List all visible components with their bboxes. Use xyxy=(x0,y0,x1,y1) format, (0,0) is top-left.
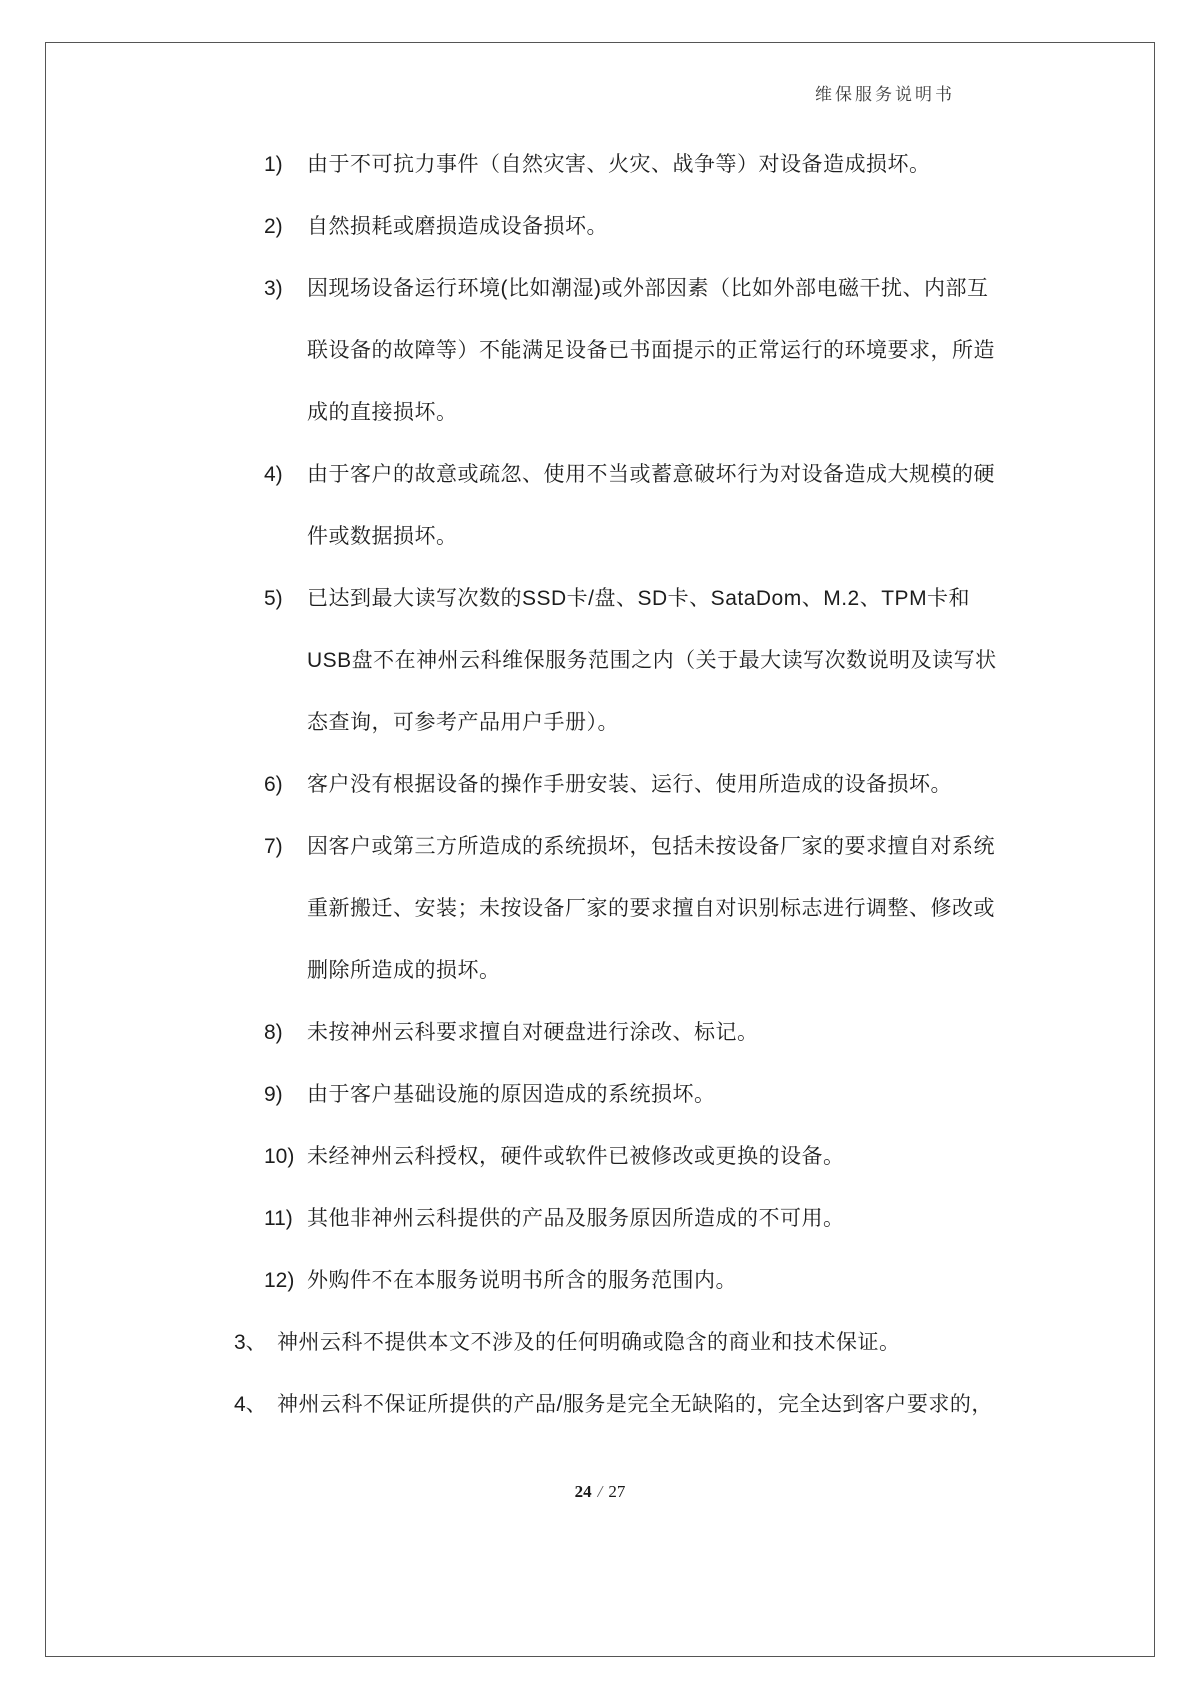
list-item-main-4 xyxy=(0,1374,1200,1436)
item-text: 未经神州云科授权，硬件或软件已被修改或更换的设备。 xyxy=(307,1145,845,1168)
list-item-11 xyxy=(0,1188,1200,1250)
item-number: 2) xyxy=(264,215,283,238)
list-item-2 xyxy=(0,196,1200,258)
item-text: 重新搬迁、安装；未按设备厂家的要求擅自对识别标志进行调整、修改或 xyxy=(307,897,995,920)
item-text: 由于客户基础设施的原因造成的系统损坏。 xyxy=(307,1083,716,1106)
item-text: 联设备的故障等）不能满足设备已书面提示的正常运行的环境要求，所造 xyxy=(307,339,995,362)
item-text: 未按神州云科要求擅自对硬盘进行涂改、标记。 xyxy=(307,1021,759,1044)
item-text: 成的直接损坏。 xyxy=(307,401,458,424)
list-item-main-3 xyxy=(0,1312,1200,1374)
list-item-7 xyxy=(0,816,1200,1002)
item-number: 3、 xyxy=(234,1331,267,1354)
item-number: 10) xyxy=(264,1145,295,1168)
item-number: 3) xyxy=(264,277,283,300)
item-number: 8) xyxy=(264,1021,283,1044)
item-text: 删除所造成的损坏。 xyxy=(307,959,501,982)
header-title: 维保服务说明书 xyxy=(815,85,955,104)
list-item-8 xyxy=(0,1002,1200,1064)
list-item-12 xyxy=(0,1250,1200,1312)
item-text: 由于不可抗力事件（自然灾害、火灾、战争等）对设备造成损坏。 xyxy=(307,153,931,176)
item-number: 1) xyxy=(264,153,283,176)
item-number: 7) xyxy=(264,835,283,858)
item-text: 外购件不在本服务说明书所含的服务范围内。 xyxy=(307,1269,737,1292)
list-item-1 xyxy=(0,134,1200,196)
list-item-4 xyxy=(0,444,1200,568)
page-number xyxy=(0,1482,1200,1502)
list-item-3 xyxy=(0,258,1200,444)
item-number: 9) xyxy=(264,1083,283,1106)
exclusion-list xyxy=(0,134,1200,1436)
item-number: 6) xyxy=(264,773,283,796)
item-number: 4) xyxy=(264,463,283,486)
list-item-10 xyxy=(0,1126,1200,1188)
item-number: 5) xyxy=(264,587,283,610)
item-text: 已达到最大读写次数的SSD卡/盘、SD卡、SataDom、M.2、TPM卡和 xyxy=(307,587,971,610)
item-text: 其他非神州云科提供的产品及服务原因所造成的不可用。 xyxy=(307,1207,845,1230)
list-item-9 xyxy=(0,1064,1200,1126)
item-number: 4、 xyxy=(234,1393,267,1416)
item-text: 神州云科不保证所提供的产品/服务是完全无缺陷的，完全达到客户要求的， xyxy=(277,1393,993,1416)
item-number: 12) xyxy=(264,1269,295,1292)
item-text: 自然损耗或磨损造成设备损坏。 xyxy=(307,215,608,238)
list-item-6 xyxy=(0,754,1200,816)
item-text: 因现场设备运行环境(比如潮湿)或外部因素（比如外部电磁干扰、内部互 xyxy=(307,277,989,300)
total-page-number: 27 xyxy=(608,1482,626,1501)
item-text: USB盘不在神州云科维保服务范围之内（关于最大读写次数说明及读写状 xyxy=(307,649,997,672)
item-text: 神州云科不提供本文不涉及的任何明确或隐含的商业和技术保证。 xyxy=(277,1331,901,1354)
item-text: 由于客户的故意或疏忽、使用不当或蓄意破坏行为对设备造成大规模的硬 xyxy=(307,463,995,486)
item-text: 态查询，可参考产品用户手册）。 xyxy=(307,711,619,734)
list-item-5 xyxy=(0,568,1200,754)
item-text: 因客户或第三方所造成的系统损坏，包括未按设备厂家的要求擅自对系统 xyxy=(307,835,995,858)
page-number-separator: / xyxy=(597,1482,603,1501)
current-page-number: 24 xyxy=(574,1482,592,1501)
item-number: 11) xyxy=(264,1207,293,1230)
item-text: 客户没有根据设备的操作手册安装、运行、使用所造成的设备损坏。 xyxy=(307,773,952,796)
item-text: 件或数据损坏。 xyxy=(307,525,458,548)
